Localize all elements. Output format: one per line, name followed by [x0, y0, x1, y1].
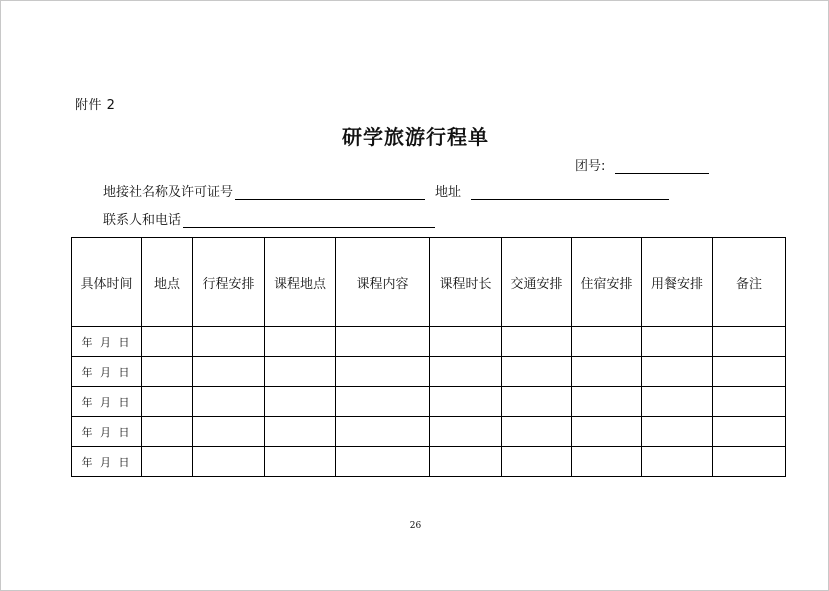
table-cell[interactable] — [430, 327, 502, 357]
column-header: 住宿安排 — [572, 238, 642, 327]
table-cell[interactable] — [642, 357, 713, 387]
table-cell[interactable] — [713, 357, 786, 387]
table-cell[interactable] — [572, 327, 642, 357]
group-number-field — [575, 155, 709, 174]
date-cell[interactable]: 年 月 日 — [72, 417, 142, 447]
table-row — [72, 327, 786, 357]
date-cell[interactable]: 年 月 日 — [72, 387, 142, 417]
group-number-label: 团号: — [575, 159, 606, 174]
table-row — [72, 417, 786, 447]
table-cell[interactable] — [430, 447, 502, 477]
table-cell[interactable] — [336, 327, 430, 357]
table-cell[interactable] — [265, 357, 336, 387]
table-cell[interactable] — [572, 387, 642, 417]
table-cell[interactable] — [142, 327, 193, 357]
table-cell[interactable] — [193, 417, 265, 447]
table-cell[interactable] — [572, 417, 642, 447]
table-cell[interactable] — [265, 387, 336, 417]
address-blank[interactable] — [471, 185, 669, 200]
table-row — [72, 447, 786, 477]
table-cell[interactable] — [142, 447, 193, 477]
table-row — [72, 357, 786, 387]
table-cell[interactable] — [336, 447, 430, 477]
date-cell[interactable]: 年 月 日 — [72, 357, 142, 387]
table-cell[interactable] — [193, 327, 265, 357]
table-cell[interactable] — [336, 387, 430, 417]
agency-address-row — [103, 181, 669, 200]
table-cell[interactable] — [430, 357, 502, 387]
table-cell[interactable] — [502, 327, 572, 357]
contact-blank[interactable] — [183, 213, 435, 228]
table-cell[interactable] — [336, 357, 430, 387]
column-header: 用餐安排 — [642, 238, 713, 327]
table-cell[interactable] — [336, 417, 430, 447]
table-cell[interactable] — [713, 387, 786, 417]
table-cell[interactable] — [142, 357, 193, 387]
table-cell[interactable] — [142, 387, 193, 417]
column-header: 课程时长 — [430, 238, 502, 327]
contact-row — [103, 209, 435, 228]
table-cell[interactable] — [642, 417, 713, 447]
group-number-blank[interactable] — [615, 159, 709, 174]
date-cell[interactable]: 年 月 日 — [72, 447, 142, 477]
date-cell[interactable]: 年 月 日 — [72, 327, 142, 357]
table-cell[interactable] — [502, 447, 572, 477]
page-title: 研学旅游行程单 — [342, 125, 489, 149]
table-cell[interactable] — [142, 417, 193, 447]
table-cell[interactable] — [713, 447, 786, 477]
table-cell[interactable] — [193, 447, 265, 477]
table-cell[interactable] — [572, 357, 642, 387]
table-cell[interactable] — [430, 387, 502, 417]
page-number: 26 — [409, 521, 422, 531]
table-cell[interactable] — [193, 387, 265, 417]
table-cell[interactable] — [713, 327, 786, 357]
table-cell[interactable] — [265, 447, 336, 477]
table-cell[interactable] — [265, 327, 336, 357]
agency-blank[interactable] — [235, 185, 425, 200]
column-header: 课程内容 — [336, 238, 430, 327]
table-cell[interactable] — [502, 417, 572, 447]
table-cell[interactable] — [502, 387, 572, 417]
table-cell[interactable] — [642, 327, 713, 357]
contact-label: 联系人和电话 — [103, 213, 182, 228]
address-label: 地址 — [435, 185, 462, 200]
table-cell[interactable] — [430, 417, 502, 447]
attachment-label: 附件 2 — [75, 98, 116, 113]
table-header-row — [72, 238, 786, 327]
column-header: 备注 — [713, 238, 786, 327]
table-row — [72, 387, 786, 417]
table-cell[interactable] — [265, 417, 336, 447]
column-header: 交通安排 — [502, 238, 572, 327]
table-cell[interactable] — [642, 387, 713, 417]
table-cell[interactable] — [572, 447, 642, 477]
table-cell[interactable] — [193, 357, 265, 387]
table-cell[interactable] — [502, 357, 572, 387]
agency-label: 地接社名称及许可证号 — [103, 185, 234, 200]
itinerary-table — [71, 237, 786, 477]
column-header: 具体时间 — [72, 238, 142, 327]
column-header: 地点 — [142, 238, 193, 327]
column-header: 课程地点 — [265, 238, 336, 327]
column-header: 行程安排 — [193, 238, 265, 327]
table-cell[interactable] — [713, 417, 786, 447]
table-cell[interactable] — [642, 447, 713, 477]
